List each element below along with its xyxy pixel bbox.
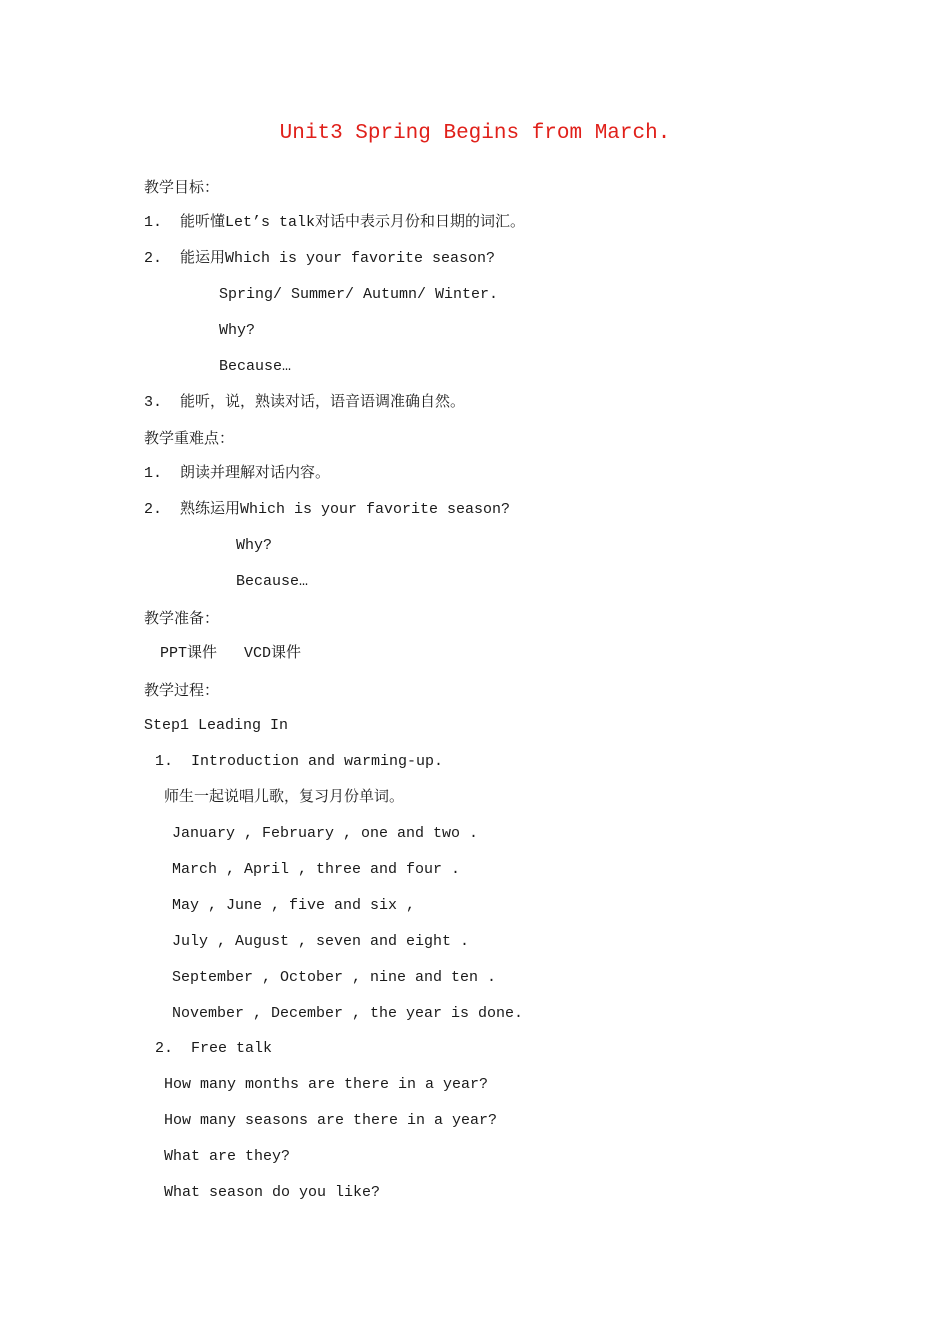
objective-item-2-line-2: Spring/ Summer/ Autumn/ Winter. [219, 286, 499, 303]
chant-line-6: November , December , the year is done. [172, 1005, 524, 1022]
step-heading: Step1 Leading In [144, 717, 289, 734]
chant-line-1: January , February , one and two . [172, 825, 479, 842]
document-title: Unit3 Spring Begins from March. [279, 122, 671, 145]
objective-item-2: 2. 能运用Which is your favorite season? [144, 250, 496, 267]
key-point-item-2: 2. 熟练运用Which is your favorite season? [144, 501, 511, 518]
section-heading-preparation: 教学准备： [144, 609, 220, 627]
chant-line-5: September , October , nine and ten . [172, 969, 497, 986]
chant-line-2: March , April , three and four . [172, 861, 461, 878]
section-heading-objectives: 教学目标： [144, 178, 220, 196]
free-talk-question-2: How many seasons are there in a year? [164, 1112, 498, 1129]
key-point-item-1: 1. 朗读并理解对话内容。 [144, 465, 331, 482]
preparation-materials: PPT课件 VCD课件 [160, 645, 302, 662]
objective-item-2-line-3: Why? [219, 322, 256, 339]
free-talk-question-1: How many months are there in a year? [164, 1076, 489, 1093]
objective-item-2-line-4: Because… [219, 358, 292, 375]
process-item-1-note: 师生一起说唱儿歌，复习月份单词。 [164, 789, 405, 806]
chant-line-4: July , August , seven and eight . [172, 933, 470, 950]
process-item-2: 2. Free talk [155, 1040, 273, 1057]
free-talk-question-4: What season do you like? [164, 1184, 381, 1201]
chant-line-3: May , June , five and six , [172, 897, 416, 914]
objective-item-3: 3. 能听，说，熟读对话，语音语调准确自然。 [144, 394, 466, 411]
objective-item-1: 1. 能听懂Let’s talk对话中表示月份和日期的词汇。 [144, 214, 526, 231]
section-heading-process: 教学过程： [144, 681, 220, 699]
free-talk-question-3: What are they? [164, 1148, 291, 1165]
key-point-item-2-line-2: Why? [236, 537, 273, 554]
section-heading-key-points: 教学重难点： [144, 429, 235, 447]
key-point-item-2-line-3: Because… [236, 573, 309, 590]
process-item-1: 1. Introduction and warming-up. [155, 753, 444, 770]
